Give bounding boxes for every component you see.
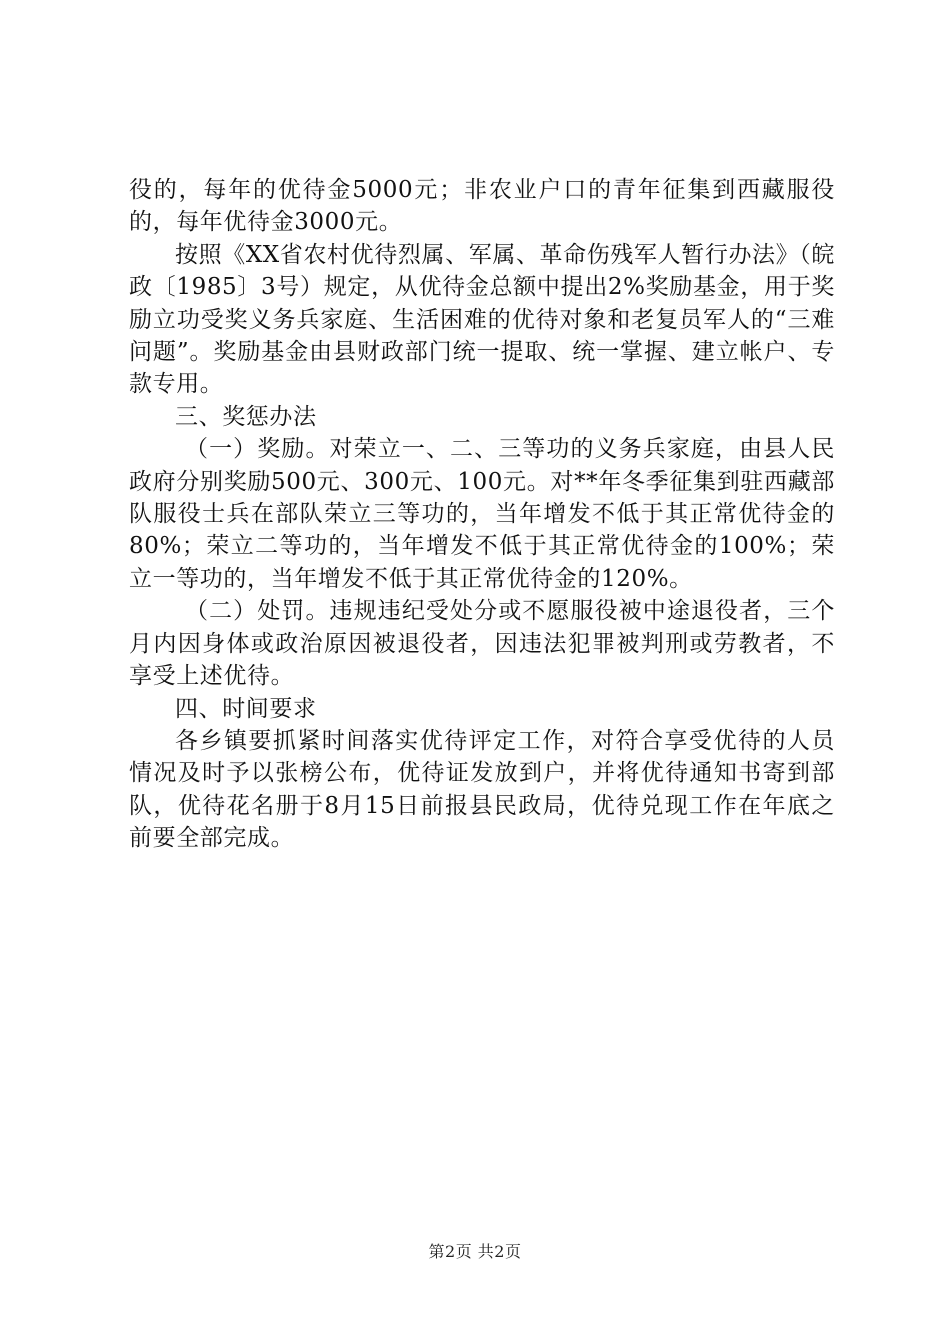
section-heading-time-requirements: 四、时间要求 bbox=[175, 695, 317, 722]
paragraph-time-requirements: 各乡镇要抓紧时间落实优待评定工作，对符合享受优待的人员情况及时予以张榜公布，优待证发放到户，并将优待通知书寄到部队，优待花名册于8月15日前报县民政局，优待兑现工作在年底之前要全部完成。 bbox=[129, 727, 835, 852]
paragraph-reward-fund: 按照《XX省农村优待烈属、军属、革命伤残军人暂行办法》（皖政〔1985〕3号）规定，从优待金总额中提出2%奖励基金，用于奖励立功受奖义务兵家庭、生活困难的优待对象和老复员军人的“三难问题”。奖励基金由县财政部门统一提取、统一掌握、建立帐户、专款专用。 bbox=[129, 241, 835, 398]
paragraph-continuation: 役的，每年的优待金5000元；非农业户口的青年征集到西藏服役的，每年优待金3000元。 bbox=[129, 177, 835, 236]
paragraph-penalties: （二）处罚。违规违纪受处分或不愿服役被中途退役者，三个月内因身体或政治原因被退役者，因违法犯罪被判刑或劳教者，不享受上述优待。 bbox=[129, 598, 835, 690]
document-body bbox=[129, 174, 835, 855]
page-footer bbox=[0, 1242, 950, 1262]
section-heading-rewards-penalties: 三、奖惩办法 bbox=[175, 403, 317, 430]
paragraph-rewards: （一）奖励。对荣立一、二、三等功的义务兵家庭，由县人民政府分别奖励500元、300元、100元。对**年冬季征集到驻西藏部队服役士兵在部队荣立三等功的，当年增发不低于其正常优待金的80%；荣立二等功的，当年增发不低于其正常优待金的100%；荣立一等功的，当年增发不低于其正常优待金的120%。 bbox=[129, 436, 835, 592]
page-number: 第2页 共2页 bbox=[428, 1242, 522, 1261]
